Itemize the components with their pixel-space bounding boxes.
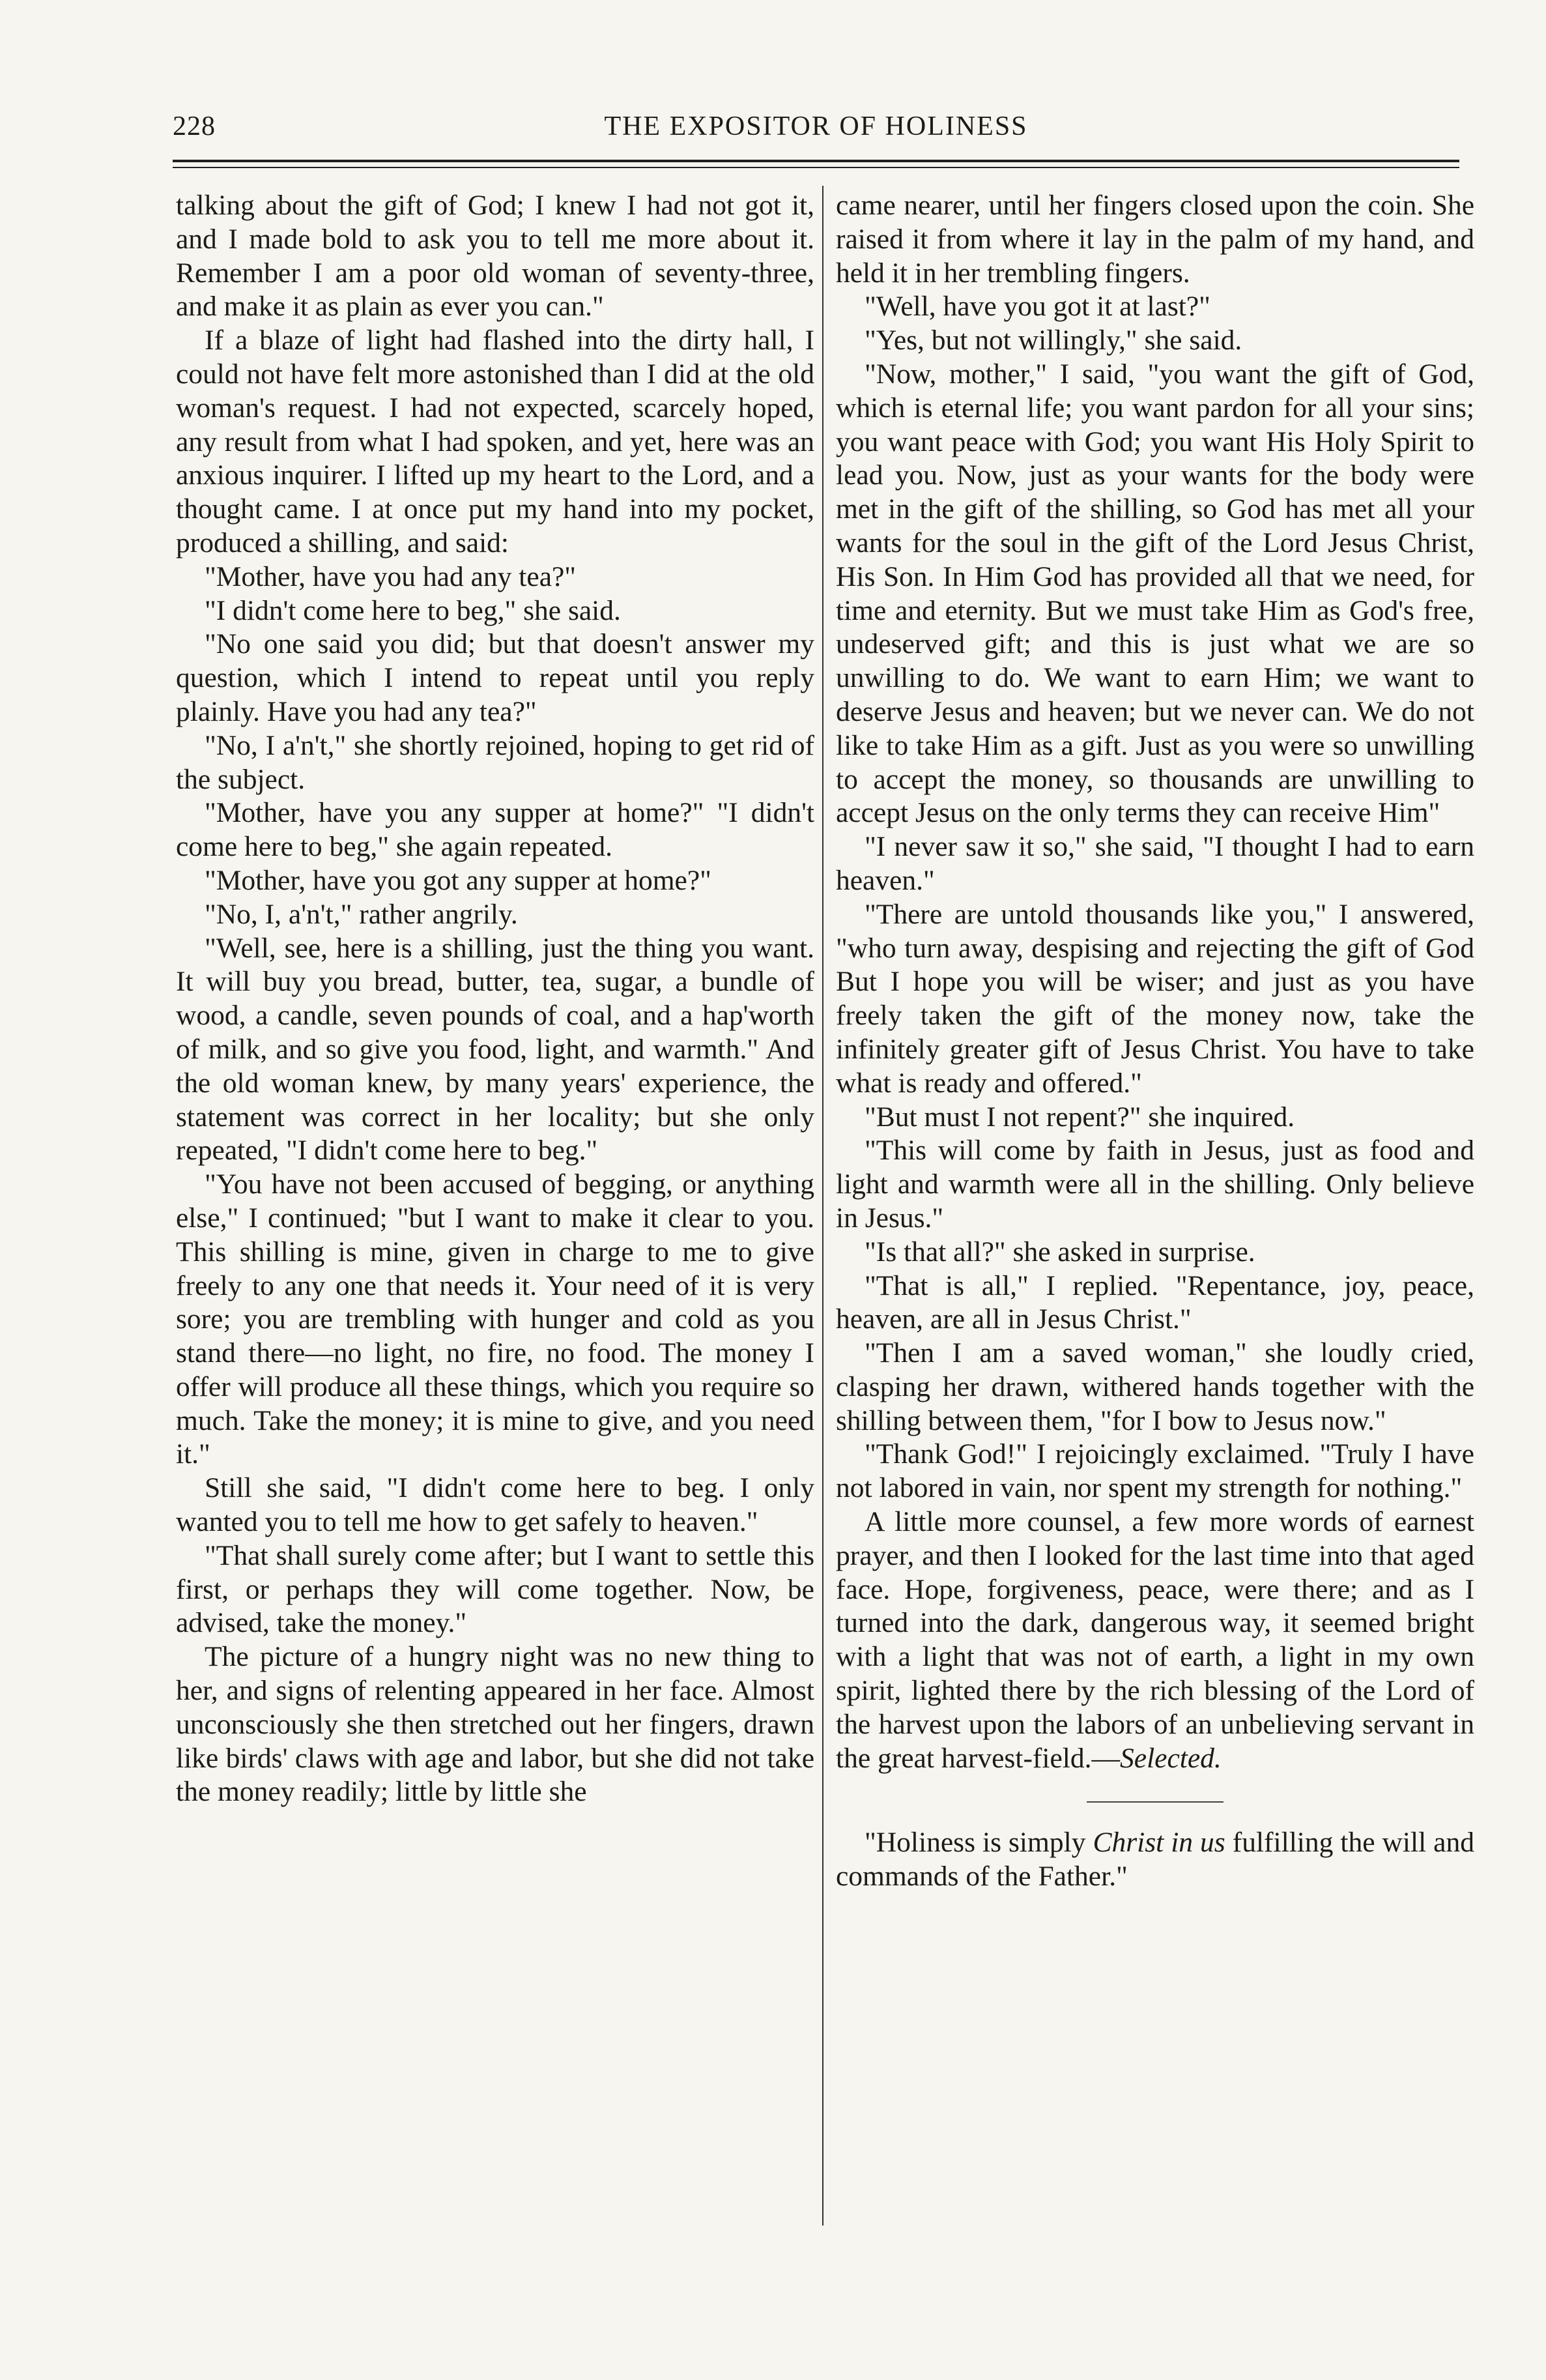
header-rule-thick: [173, 160, 1459, 162]
paragraph: "Is that all?" she asked in surprise.: [865, 1236, 1255, 1268]
paragraph: The picture of a hungry night was no new thing to her, and signs of relenting appeared in her face. Almost unconsciously she then stretched out her fingers, drawn like birds' claws with age and labor, but she did not take the money readily; little by little she: [176, 1641, 814, 1808]
closing-paragraph: [836, 1505, 1474, 1775]
paragraph: came nearer, until her fingers closed upon the coin. She raised it from where it lay in the palm of my hand, and held it in her trembling fingers.: [836, 190, 1474, 289]
paragraph: "No, I a'n't," she shortly rejoined, hoping to get rid of the subject.: [176, 729, 814, 795]
paragraph: "Then I am a saved woman," she loudly cried, clasping her drawn, withered hands together with the shilling between them, "for I bow to Jesus now.": [836, 1337, 1474, 1436]
paragraph: "I never saw it so," she said, "I thought I had to earn heaven.": [836, 831, 1474, 896]
running-head: [173, 111, 1459, 156]
attribution: Selected.: [1120, 1742, 1222, 1774]
paragraph: If a blaze of light had flashed into the dirty hall, I could not have felt more astonished than I did at the old woman's request. I had not expected, scarcely hoped, any result from what I had spoken, and yet, here was an anxious inquirer. I lifted up my heart to the Lord, and a thought came. I at once put my hand into my pocket, produced a shilling, and said:: [176, 325, 814, 559]
paragraph: "Well, have you got it at last?": [865, 291, 1210, 323]
page-number: 228: [173, 111, 216, 141]
closing-text: A little more counsel, a few more words of earnest prayer, and then I looked for the last time into that aged face. Hope, forgiveness, peace, were there; and as I turned into the dark, dangerous way, it seemed bright with a light that was not of earth, a light in my own spirit, lighted there by the rich blessing of the Lord of the harvest upon the labors of an unbelieving servant in the great harvest-field.—: [836, 1506, 1474, 1774]
column-divider: [822, 186, 823, 2226]
header-rule-thin: [173, 167, 1459, 168]
right-column: [836, 189, 1474, 1894]
paragraph: "Well, see, here is a shilling, just the thing you want. It will buy you bread, butter, tea, sugar, a bundle of wood, a candle, seven pounds of coal, and a hap'worth of milk, and so give you food, light, and warmth." And the old woman knew, by many years' experience, the statement was correct in her locality; but she only repeated, "I didn't come here to beg.": [176, 932, 814, 1167]
paragraph: "Now, mother," I said, "you want the gift of God, which is eternal life; you want pardon for all your sins; you want peace with God; you want His Holy Spirit to lead you. Now, just as your wants for the body were met in the gift of the shilling, so God has met all your wants for the soul in the gift of the Lord Jesus Christ, His Son. In Him God has provided all that we need, for time and eternity. But we must take Him as God's free, undeserved gift; and this is just what we are so unwilling to do. We want to earn Him; we want to deserve Jesus and heaven; but we never can. We do not like to take Him as a gift. Just as you were so unwilling to accept the money, so thousands are unwilling to accept Jesus on the only terms they can receive Him": [836, 358, 1474, 829]
quote-emphasis: Christ in us: [1093, 1827, 1225, 1859]
paragraph: "But must I not repent?" she inquired.: [865, 1101, 1295, 1133]
paragraph: "You have not been accused of begging, or anything else," I continued; "but I want to make it clear to you. This shilling is mine, given in charge to me to give freely to any one that needs it. Your need of it is very sore; you are trembling with hunger and cold as you stand there—no light, no fire, no food. The money I offer will produce all these things, which you require so much. Take the money; it is mine to give, and you need it.": [176, 1168, 814, 1470]
paragraph: "I didn't come here to beg," she said.: [205, 594, 621, 626]
paragraph: "That shall surely come after; but I want to settle this first, or perhaps they will come together. Now, be advised, take the money.": [176, 1539, 814, 1639]
section-divider: [1087, 1801, 1224, 1803]
paragraph: "There are untold thousands like you," I answered, "who turn away, despising and rejecting the gift of God But I hope you will be wiser; and just as you have freely taken the gift of the money now, take the infinitely greater gift of Jesus Christ. You have to take what is ready and offered.": [836, 898, 1474, 1099]
paragraph: "No one said you did; but that doesn't answer my question, which I intend to repeat until you reply plainly. Have you had any tea?": [176, 628, 814, 727]
quote-after: fulfilling the will and commands of the Father.": [836, 1827, 1474, 1893]
quote-before: "Holiness is simply: [865, 1827, 1093, 1859]
paragraph: "Mother, have you had any tea?": [205, 560, 577, 592]
paragraph: "Mother, have you got any supper at home?": [205, 864, 711, 896]
paragraph: Still she said, "I didn't come here to beg. I only wanted you to tell me how to get safely to heaven.": [176, 1472, 814, 1538]
paragraph: "This will come by faith in Jesus, just as food and light and warmth were all in the shilling. Only believe in Jesus.": [836, 1135, 1474, 1234]
holiness-quote: [836, 1826, 1474, 1894]
running-title: THE EXPOSITOR OF HOLINESS: [604, 111, 1028, 141]
paragraph: "Mother, have you any supper at home?" "I didn't come here to beg," she again repeated.: [176, 797, 814, 863]
paragraph: "Thank God!" I rejoicingly exclaimed. "Truly I have not labored in vain, nor spent my strength for nothing.": [836, 1438, 1474, 1504]
paragraph: "That is all," I replied. "Repentance, joy, peace, heaven, are all in Jesus Christ.": [836, 1270, 1474, 1335]
paragraph: talking about the gift of God; I knew I had not got it, and I made bold to ask you to tell me more about it. Remember I am a poor old woman of seventy-three, and make it as plain as ever you can.": [176, 190, 814, 323]
paragraph: "No, I, a'n't," rather angrily.: [205, 898, 518, 930]
left-column: [176, 189, 814, 1809]
paragraph: "Yes, but not willingly," she said.: [865, 325, 1242, 356]
